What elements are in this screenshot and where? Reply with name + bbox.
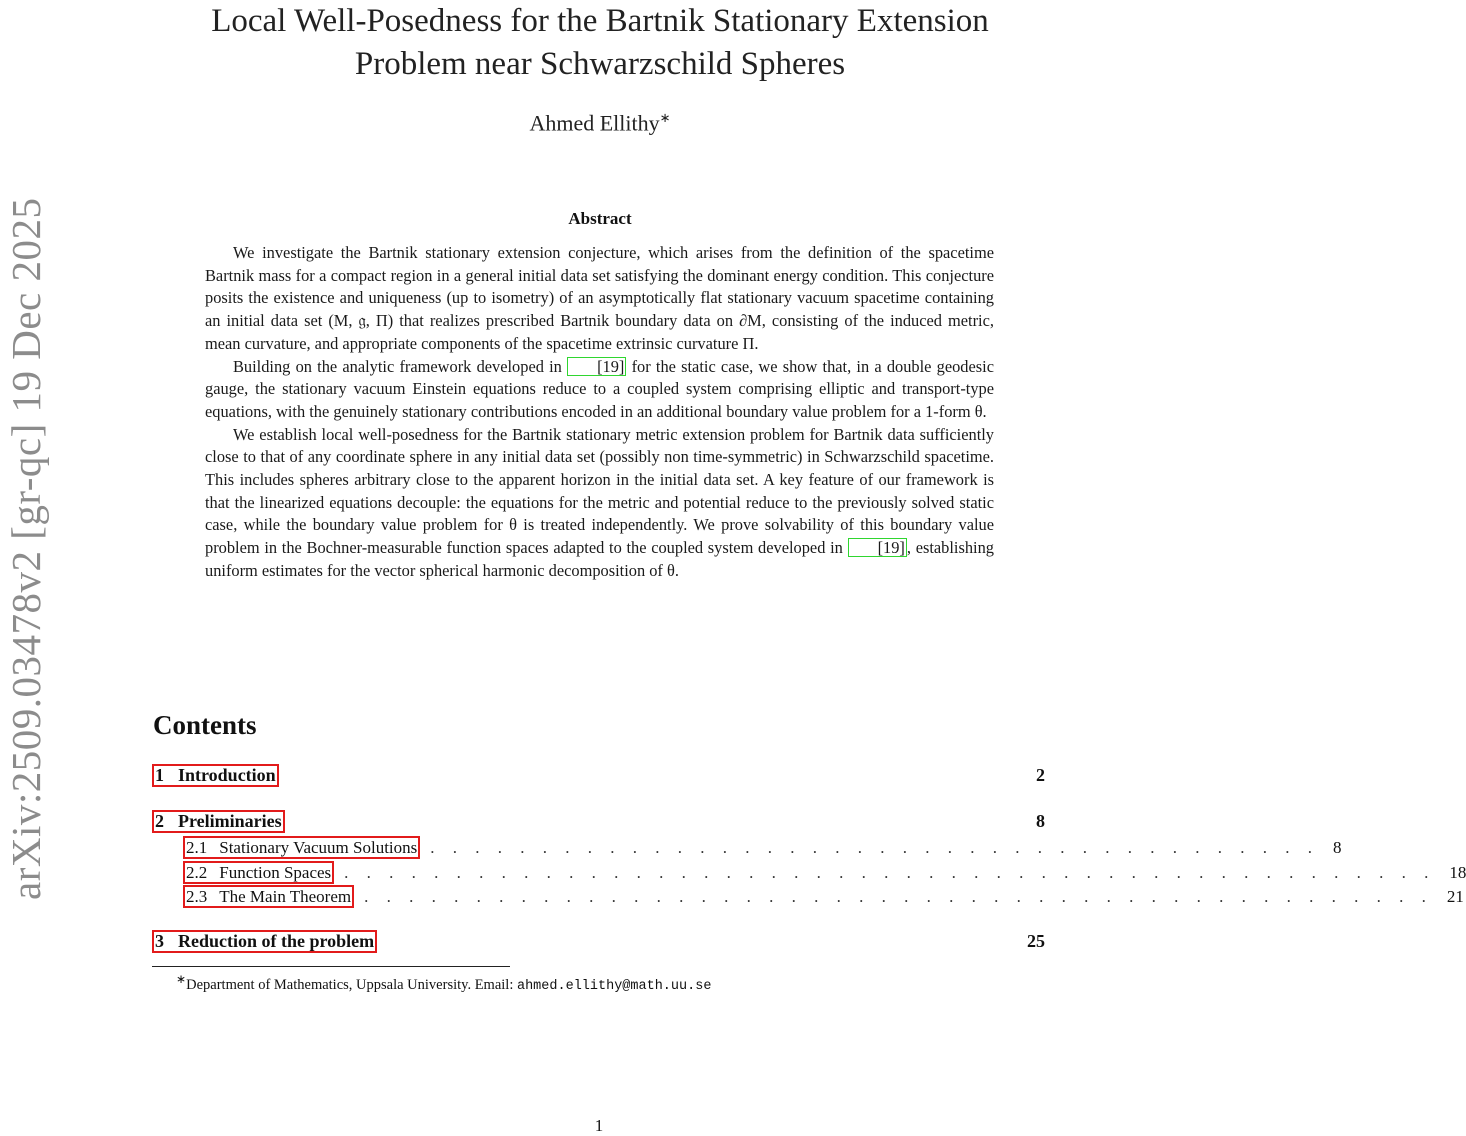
toc-number: 2.1 (186, 838, 208, 857)
toc-label: Preliminaries (178, 811, 282, 831)
abstract-paragraph-3 (205, 424, 994, 583)
abstract-p3-text-b: , establishing uniform estimates for the vector spherical harmonic decomposition of θ. (205, 538, 995, 580)
toc-page-number: 2 (1036, 765, 1045, 785)
footnote-mark: ∗ (176, 972, 187, 986)
citation-link[interactable]: [19] (848, 538, 907, 557)
citation-link[interactable]: [19] (567, 357, 626, 376)
page-number: 1 (594, 1116, 604, 1135)
toc-entry-reduction (152, 930, 1045, 956)
abstract-paragraph-1: We investigate the Bartnik stationary extension conjecture, which arises from the definition of the spacetime Bartnik mass for a compact region in a general initial data set satisfying the dominant energy condition. This conjecture posits the existence and uniqueness (up to isometry) of an asymptotically flat stationary vacuum spacetime containing an initial data set (M, 𝔤, Π) that realizes prescribed Bartnik boundary data on ∂M, consisting of the induced metric, mean curvature, and appropriate components of the spacetime extrinsic curvature Π. (205, 243, 994, 353)
table-of-contents (152, 764, 1466, 956)
footnote (176, 972, 711, 994)
author-footnote-mark[interactable]: ∗ (659, 110, 671, 125)
toc-label: Function Spaces (219, 862, 332, 882)
toc-leader-dots: . . . . . . . . . . . . . . . . . . . . . . . . . . . . . . . . . . . . . . . . (430, 838, 1320, 857)
abstract-p3-text-a: We establish local well-posedness for the Bartnik stationary metric extension problem for Bartnik data sufficiently close to that of any coordinate sphere in any initial data set (possibly non time-symmetric) in Schwarzschild spacetime. This includes spheres arbitrary close to the apparent horizon in the initial data set. A key feature of our framework is that the linearized equations decouple: the equations for the metric and potential reduce to the previously solved static case, while the boundary value problem for θ is treated independently. We prove solvability of this boundary value problem in the Bochner-measurable function spaces adapted to the coupled system developed in (205, 424, 994, 558)
toc-entry-preliminaries (152, 810, 1045, 836)
toc-page-number: 8 (1333, 838, 1342, 857)
toc-leader-dots: . . . . . . . . . . . . . . . . . . . . . . . . . . . . . . . . . . . . . . . . . . . . . . . . . (344, 862, 1436, 882)
toc-label: The Main Theorem (219, 887, 352, 906)
toc-number: 2.2 (186, 862, 208, 882)
author (500, 110, 700, 136)
paper-title: Local Well-Posedness for the Bartnik Stationary Extension Problem near Schwarzschild Spheres (211, 3, 989, 82)
toc-page-number: 25 (1027, 930, 1045, 951)
toc-link-introduction[interactable] (152, 764, 279, 787)
toc-link-function-spaces[interactable] (183, 861, 334, 884)
contents-heading: Contents (153, 710, 257, 740)
toc-link-preliminaries[interactable] (152, 810, 285, 833)
toc-leader-dots: . . . . . . . . . . . . . . . . . . . . . . . . . . . . . . . . . . . . . . . . . . . . . . . . (364, 887, 1433, 906)
toc-number: 2.3 (186, 887, 208, 906)
toc-link-stationary-vacuum-solutions[interactable] (183, 836, 420, 859)
toc-entry-stationary-vacuum-solutions (152, 836, 1342, 861)
toc-label: Stationary Vacuum Solutions (219, 838, 418, 857)
toc-number: 2 (155, 811, 164, 831)
toc-number: 1 (155, 765, 164, 785)
toc-entry-introduction (152, 764, 1045, 790)
arxiv-identifier: arXiv:2509.03478v2 [gr-qc] 19 Dec 2025 (3, 197, 49, 900)
toc-page-number: 21 (1446, 887, 1464, 906)
toc-label: Reduction of the problem (178, 930, 375, 951)
toc-link-main-theorem[interactable] (183, 885, 354, 908)
footnote-text: Department of Mathematics, Uppsala University. Email: (186, 976, 514, 993)
footnote-rule (152, 966, 510, 967)
author-email[interactable]: ahmed.ellithy@math.uu.se (516, 978, 712, 994)
abstract-p2-text-b: for the static case, we show that, in a double geodesic gauge, the stationary vacuum Einstein equations reduce to a coupled system comprising elliptic and transport-type equations, with the genuinely stationary contributions encoded in an additional boundary value problem for a 1-form θ. (205, 356, 994, 421)
abstract-body (205, 242, 994, 583)
toc-number: 3 (155, 930, 164, 951)
toc-entry-function-spaces (152, 861, 1466, 886)
author-name: Ahmed Ellithy (529, 110, 660, 136)
abstract-heading: Abstract (568, 209, 632, 228)
toc-link-reduction[interactable] (152, 930, 377, 953)
abstract-p2-text-a: Building on the analytic framework developed in (233, 356, 562, 376)
toc-page-number: 8 (1036, 811, 1045, 831)
abstract-paragraph-2 (205, 356, 994, 424)
toc-entry-main-theorem (152, 885, 1464, 910)
toc-label: Introduction (178, 765, 276, 785)
toc-page-number: 18 (1449, 862, 1466, 882)
